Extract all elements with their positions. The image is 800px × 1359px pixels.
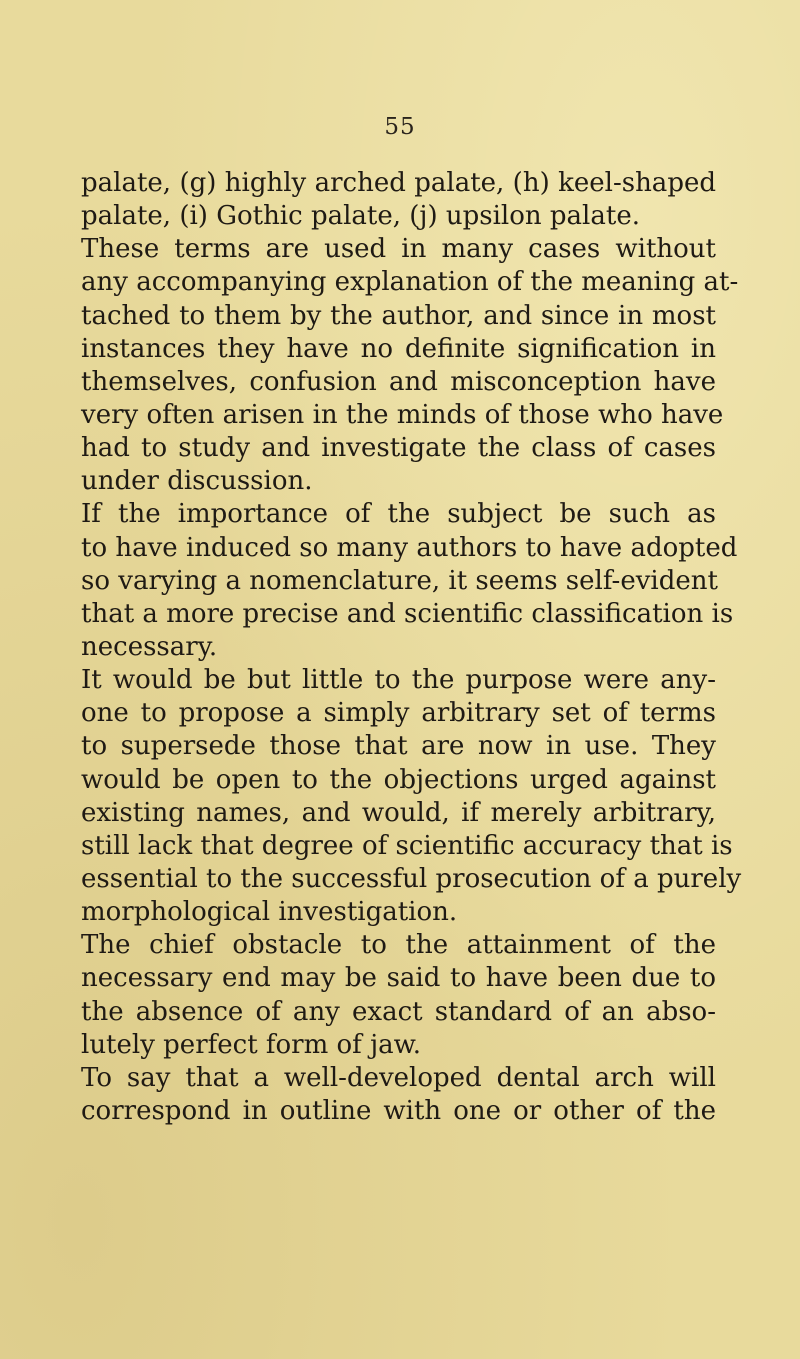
text-line: necessary end may be said to have been due to (81, 963, 716, 994)
text-line: necessary. (81, 631, 218, 662)
text-line: instances they have no definite signification in (81, 333, 716, 364)
text-line: that a more precise and scientific classification is (81, 598, 734, 629)
text-line: morphological investigation. (81, 897, 458, 928)
text-line: To say that a well-developed dental arch will (81, 1062, 716, 1093)
text-line: to supersede those that are now in use. They (81, 731, 716, 762)
text-line: so varying a nomenclature, it seems self-evident (81, 565, 718, 596)
text-line: the absence of any exact standard of an abso- (81, 996, 716, 1027)
text-line: very often arisen in the minds of those who have (81, 399, 724, 430)
text-line: These terms are used in many cases without (81, 234, 716, 265)
text-line: essential to the successful prosecution of a purely (81, 863, 742, 894)
text-line: any accompanying explanation of the meaning at- (81, 267, 739, 298)
text-line: palate, (i) Gothic palate, (j) upsilon palate. (81, 201, 640, 232)
text-line: It would be but little to the purpose were any- (81, 665, 716, 696)
text-line: tached to them by the author, and since in most (81, 300, 716, 331)
text-line: palate, (g) highly arched palate, (h) keel-shaped (81, 168, 716, 198)
text-line: themselves, confusion and misconception have (81, 366, 716, 397)
text-line: one to propose a simply arbitrary set of terms (81, 698, 716, 729)
page-number: 55 (384, 114, 416, 140)
text-line: still lack that degree of scientific accuracy that is (81, 830, 733, 861)
text-line: under discussion. (81, 466, 313, 497)
text-line: existing names, and would, if merely arbitrary, (81, 797, 716, 828)
text-line: to have induced so many authors to have adopted (81, 532, 738, 563)
text-line: If the importance of the subject be such as (81, 499, 716, 530)
body-text (81, 167, 742, 1128)
text-line: would be open to the objections urged against (81, 764, 716, 795)
text-line: lutely perfect form of jaw. (81, 1029, 422, 1060)
text-line: had to study and investigate the class of cases (81, 433, 716, 464)
text-line: correspond in outline with one or other of the (81, 1095, 716, 1126)
text-line: The chief obstacle to the attainment of the (81, 930, 716, 961)
